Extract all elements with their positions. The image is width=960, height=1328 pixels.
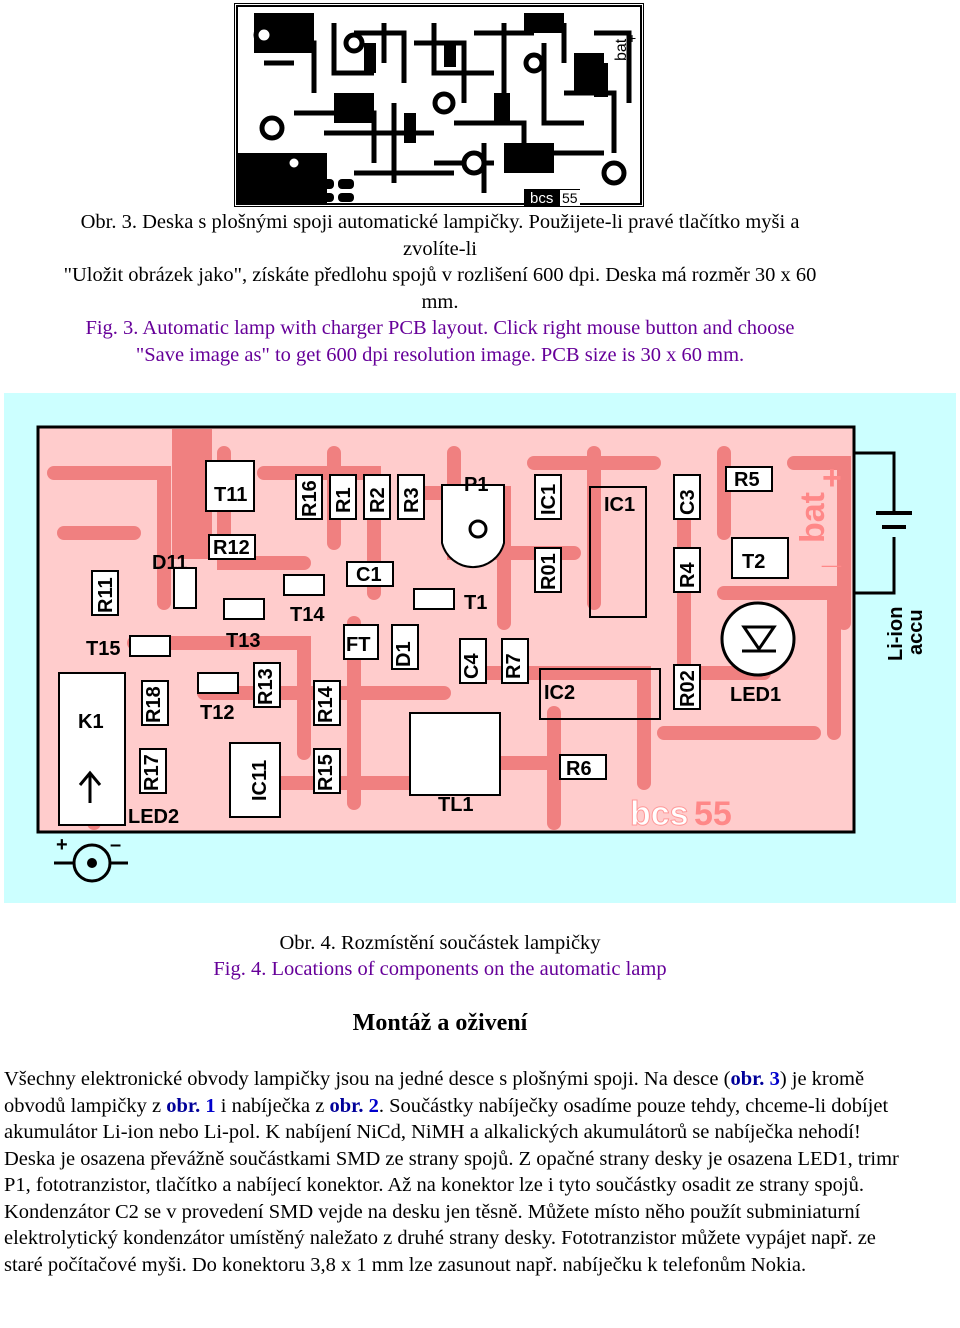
fig3-cz-line4: mm. <box>421 290 459 313</box>
label-R14: R14 <box>315 686 337 723</box>
label-bat-minus: _ <box>822 533 841 571</box>
fig3-cz-line3: "Uložit obrázek jako", získáte předlohu spojů v rozlišení 600 dpi. Deska má rozměr 30 x 60 <box>63 264 817 286</box>
label-IC1b: IC1 <box>604 494 636 516</box>
component-layout-image <box>4 393 956 903</box>
section-title: Montáž a oživení <box>352 1010 528 1036</box>
label-R17: R17 <box>141 754 163 791</box>
label-liion: Li-ion <box>885 606 907 661</box>
label-K1: K1 <box>78 711 104 733</box>
label-R12: R12 <box>213 537 250 559</box>
label-R02: R02 <box>677 670 699 707</box>
label-C3: C3 <box>677 489 699 515</box>
label-R11: R11 <box>95 577 117 613</box>
label-minus: – <box>110 834 122 856</box>
fig3-caption-cz <box>0 209 880 315</box>
body-paragraph <box>4 1066 904 1278</box>
link-obr2[interactable] <box>329 1095 378 1117</box>
fig4-caption-en: Fig. 4. Locations of components on the automatic lamp <box>213 958 667 980</box>
pcb-bat-label: bat <box>613 38 630 61</box>
link-obr3-num: 3 <box>769 1068 780 1090</box>
label-R2: R2 <box>367 487 389 513</box>
label-D1: D1 <box>393 641 415 667</box>
link-obr1-text: obr. <box>166 1094 201 1117</box>
label-plus: + <box>56 834 68 856</box>
pcb-number-label: 55 <box>562 190 578 206</box>
link-obr2-num: 2 <box>368 1094 379 1117</box>
fig3-cz-line1: Obr. 3. Deska s plošnými spoji automatické lampičky. Použijete-li pravé tlačítko myši a <box>80 211 800 233</box>
label-accu: accu <box>905 609 927 655</box>
link-obr2-text: obr. <box>329 1094 364 1117</box>
pcb-brand-label: bcs <box>530 190 554 207</box>
pcb-plus-label: + <box>628 30 637 46</box>
para-text-4: . Součástky nabíječky osadíme pouze tehdy, chceme-li dobíjet akumulátor Li-ion nebo Li-pol. K nabíjení NiCd, NiMH a alkalických akumulátorů se nabíječka nehodí! Deska je osazena převážně součástkami SMD ze strany spojů. Z opačné strany desky je osazena LED1, trimr P1, fototranzistor, tlačítko a nabíjecí konektor. Až na konektor lze i tyto součástky osadit ze strany spojů. Kondenzátor C2 se v provedení SMD vejde na desku jen těsně. Můžete místo něho použít subminiaturní elektrolytický kondenzátor umístěný naležato z druhé strany desky. Fototranzistor můžete vypájet např. ze staré počítačové myši. Do konektoru 3,8 x 1 mm lze zasunout např. nabíječku k telefonům Nokia. <box>4 1094 899 1276</box>
link-obr1-num: 1 <box>205 1094 216 1117</box>
label-R3: R3 <box>401 487 423 513</box>
label-R16: R16 <box>299 480 321 517</box>
label-T2: T2 <box>742 551 766 573</box>
label-C4: C4 <box>461 653 483 679</box>
label-IC2: IC2 <box>544 682 576 704</box>
label-LED1: LED1 <box>730 684 782 706</box>
fig3-en-line2: "Save image as" to get 600 dpi resolution image. PCB size is 30 x 60 mm. <box>135 343 745 366</box>
label-R7: R7 <box>503 653 525 679</box>
label-LED2: LED2 <box>128 806 180 828</box>
para-text-3: i nabíječka z <box>215 1094 330 1117</box>
label-R1: R1 <box>333 487 355 513</box>
link-obr3[interactable] <box>730 1068 779 1090</box>
pcb-artwork <box>234 3 644 207</box>
label-P1: P1 <box>464 474 489 496</box>
label-TL1: TL1 <box>438 794 474 816</box>
fig3-cz-line2: zvolíte-li <box>402 237 477 260</box>
label-T1: T1 <box>464 592 488 614</box>
label-T14: T14 <box>290 604 325 626</box>
pcb-layout-image <box>234 3 644 207</box>
label-bat: bat <box>794 492 832 543</box>
label-T11: T11 <box>214 484 248 506</box>
label-D11: D11 <box>152 552 188 574</box>
link-obr3-text: obr. <box>730 1068 765 1090</box>
label-T12: T12 <box>200 702 235 724</box>
label-number: 55 <box>694 795 732 833</box>
label-IC11: IC11 <box>249 759 271 801</box>
fig4-caption-cz: Obr. 4. Rozmístění součástek lampičky <box>279 932 601 954</box>
label-T15: T15 <box>86 638 121 660</box>
label-R6: R6 <box>566 758 592 780</box>
para-text-2: ) je kromě obvodů lampičky z <box>4 1068 865 1117</box>
label-brand: bcs <box>630 795 689 833</box>
label-FT: FT <box>346 634 371 656</box>
para-text-1: Všechny elektronické obvody lampičky jsou na jedné desce s plošnými spoji. Na desce ( <box>4 1068 731 1090</box>
label-T13: T13 <box>226 630 261 652</box>
label-bat-plus: + <box>822 459 842 497</box>
label-R01: R01 <box>538 553 560 590</box>
label-R4: R4 <box>677 562 699 588</box>
label-R15: R15 <box>315 754 337 791</box>
label-R5: R5 <box>734 469 760 491</box>
fig3-caption-en <box>0 315 880 368</box>
label-C1: C1 <box>356 564 382 586</box>
fig3-en-line1: Fig. 3. Automatic lamp with charger PCB layout. Click right mouse button and choose <box>85 317 795 339</box>
label-IC1a: IC1 <box>538 483 560 515</box>
link-obr1[interactable] <box>166 1095 215 1117</box>
component-layout-artwork <box>4 393 956 903</box>
label-R18: R18 <box>143 686 165 723</box>
label-R13: R13 <box>255 668 277 705</box>
